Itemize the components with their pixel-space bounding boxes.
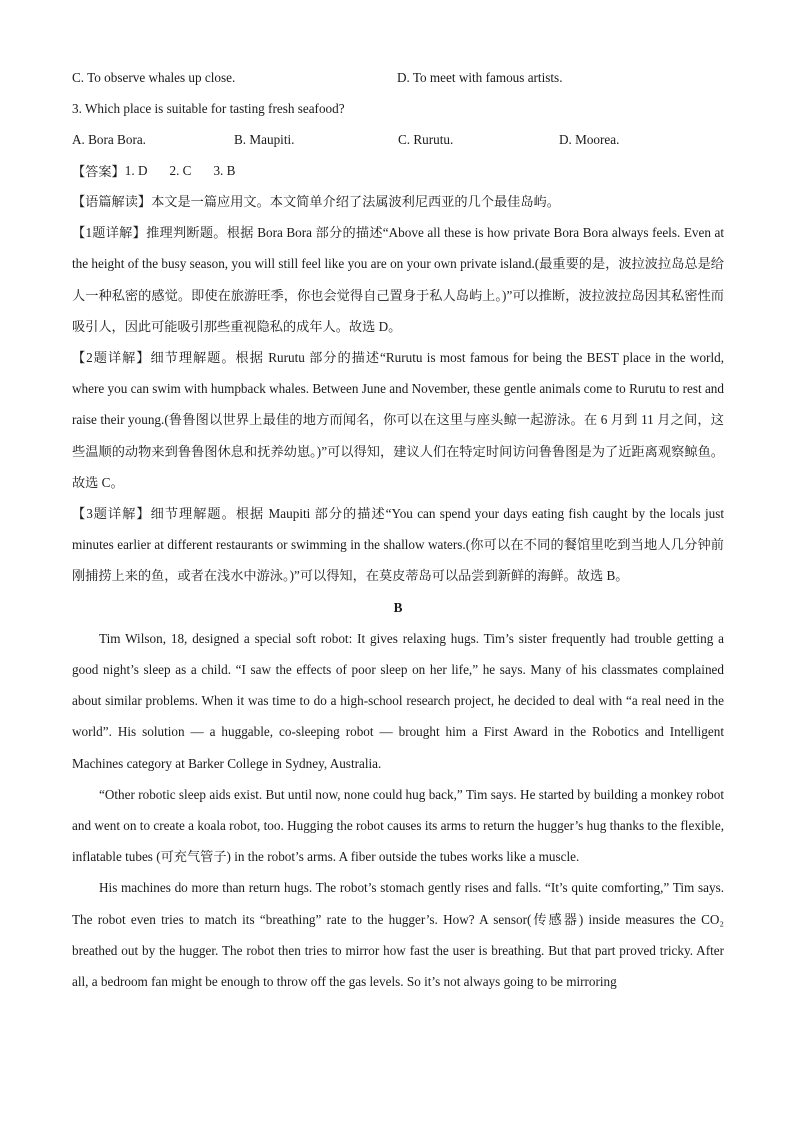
answer-1: 1. D (124, 162, 148, 178)
answer-label: 【答案】 (72, 164, 125, 179)
detail-1-label: 【1题详解】 (72, 225, 147, 241)
answer-3: 3. B (213, 162, 236, 178)
summary-text: 本文是一篇应用文。本文简单介绍了法属波利尼西亚的几个最佳岛屿。 (151, 194, 560, 209)
passage-b-paragraph-2: “Other robotic sleep aids exist. But until now, none could hug back,” Tim says. He started by building a monkey robot and went on to create a koala robot, too. Hugging the robot causes its arms to return the hugger’s hug thanks to the flexible, inflatable tubes (可充气管子) in the robot’s arms. A fiber outside the tubes works like a muscle. (72, 786, 724, 865)
q3-option-b: B. Maupiti. (234, 131, 295, 147)
q3-option-d: D. Moorea. (559, 131, 620, 147)
answer-line (72, 155, 724, 186)
q3-option-a: A. Bora Bora. (72, 131, 146, 147)
detail-1-paragraph (72, 217, 724, 342)
q2-option-d: D. To meet with famous artists. (397, 69, 563, 85)
detail-1-text: 推理判断题。根据 Bora Bora 部分的描述“Above all these is how private Bora Bora always feels. Even at the height of the busy season, you will still feel like you are on your own private island.(最重要的是，波拉波拉岛总是给人一种私密的感觉。即使在旅游旺季，你也会觉得自己置身于私人岛屿上。)”可以推断，波拉波拉岛因其私密性而吸引人，因此可能吸引那些重视隐私的成年人。故选 D。 (72, 225, 724, 334)
passage-b-paragraph-1: Tim Wilson, 18, designed a special soft robot: It gives relaxing hugs. Tim’s sister frequently had trouble getting a good night’s sleep as a child. “I saw the effects of poor sleep on her life,” he says. Many of his classmates complained about similar problems. When it was time to do a high-school research project, he decided to deal with “a real need in the world”. His solution — a huggable, co-sleeping robot — brought him a First Award in the Robotics and Intelligent Machines category at Barker College in Sydney, Australia. (72, 630, 724, 771)
detail-2-text: 细节理解题。根据 Rurutu 部分的描述“Rurutu is most famous for being the BEST place in the world, where you can swim with humpback whales. Between June and November, these gentle animals come to Rurutu to rest and raise their young.(鲁鲁图以世界上最佳的地方而闻名，你可以在这里与座头鲸一起游泳。在 6 月到 11 月之间，这些温顺的动物来到鲁鲁图休息和抚养幼崽。)”可以得知，建议人们在特定时间访问鲁鲁图是为了近距离观察鲸鱼。故选 C。 (72, 350, 724, 490)
detail-2-label: 【2题详解】 (72, 350, 151, 366)
summary-label: 【语篇解读】 (72, 194, 152, 209)
section-b-heading: B (393, 599, 403, 615)
detail-3-label: 【3题详解】 (72, 506, 151, 522)
detail-3-text: 细节理解题。根据 Maupiti 部分的描述“You can spend your days eating fish caught by the locals just minutes earlier at different restaurants or swimming in the shallow waters.(你可以在不同的餐馆里吃到当地人几分钟前刚捕捞上来的鱼，或者在浅水中游泳。)”可以得知，在莫皮蒂岛可以品尝到新鲜的海鲜。故选 B。 (72, 506, 724, 584)
summary-paragraph (72, 186, 724, 217)
q3-stem-text: 3. Which place is suitable for tasting fresh seafood? (72, 100, 345, 116)
detail-2-paragraph (72, 342, 724, 498)
detail-3-paragraph (72, 498, 724, 592)
q2-options-row (72, 62, 724, 93)
q3-option-c: C. Rurutu. (398, 131, 454, 147)
passage-b-paragraph-3: His machines do more than return hugs. The robot’s stomach gently rises and falls. “It’s quite comforting,” Tim says. The robot even tries to match its “breathing” rate to the hugger’s. How? A sensor(传感器) inside measures the CO₂ breathed out by the hugger. The robot then tries to mirror how fast the user is breathing. But that part proved tricky. After all, a bedroom fan might be enough to throw off the gas levels. So it’s not always going to be mirroring (72, 880, 724, 990)
q3-options-row (72, 124, 724, 155)
q3-stem (72, 93, 724, 124)
q2-option-c: C. To observe whales up close. (72, 69, 236, 85)
document-page (72, 62, 724, 997)
answer-2: 2. C (169, 162, 192, 178)
